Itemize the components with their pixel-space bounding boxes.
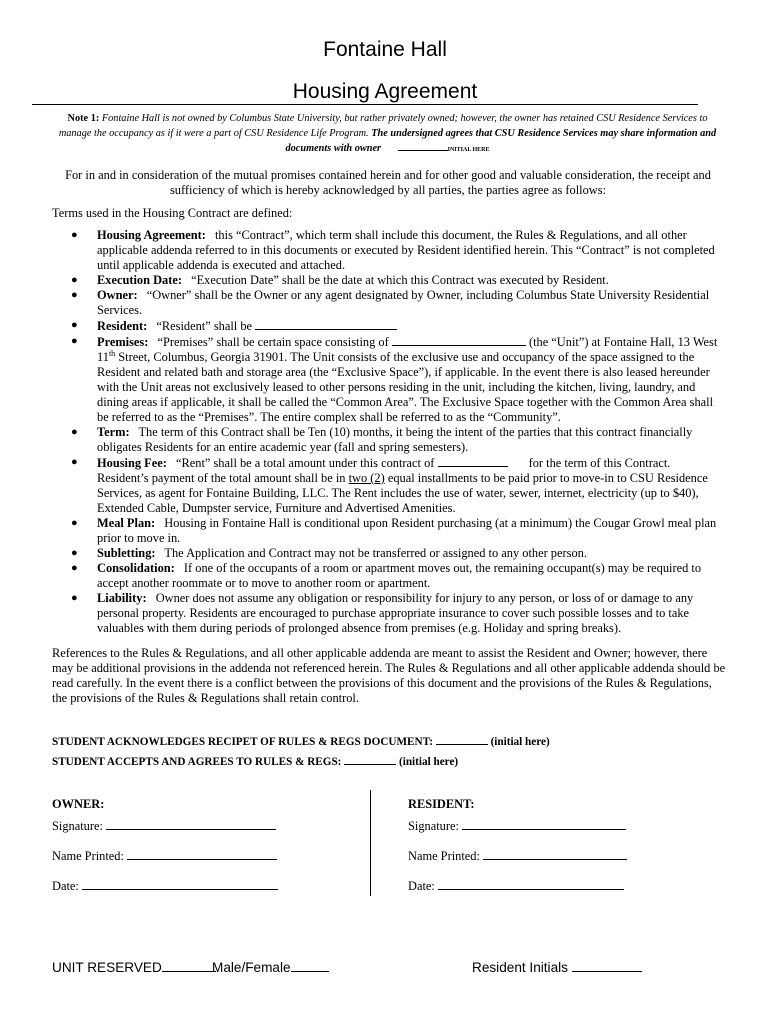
installments-value: two (2) (348, 471, 385, 485)
premises-unit-field[interactable] (392, 334, 526, 346)
ack-accepts-line (52, 753, 458, 770)
term-text: The term of this Contract shall be Ten (10) months, it being the intent of the parties that this contract financially obligates Residents for an entire academic year (fall and spring semesters). (97, 425, 693, 454)
owner-heading: OWNER: (52, 797, 105, 811)
bullet-icon: ● (71, 456, 78, 468)
terms-heading: Terms used in the Housing Contract are defined: (52, 206, 293, 220)
term-text: Street, Columbus, Georgia 31901. The Unit consists of the exclusive use and occupancy of the space assigned to the Resident and related bath and storage area (the “Exclusive Space”), if applicable. In the event there is also leased hereunder with the Unit areas not exclusively leased to other persons residing in the unit, including the kitchen, living, laundry, and dining areas if applicable, it shall be called the “Common Area”. The Exclusive Space together with the Common Area shall be referred to as the “Premises”. The entire complex shall be referred to as the “Community”. (97, 350, 714, 424)
term-text: 13 West 11 (97, 335, 718, 364)
term-text: “Resident” shall be (156, 319, 253, 333)
bullet-icon: ● (71, 547, 78, 559)
owner-name-field[interactable] (127, 848, 277, 860)
term-label: Owner: (97, 288, 138, 302)
unit-reserved-label: UNIT RESERVED (52, 960, 162, 975)
term-label: Liability: (97, 591, 147, 605)
owner-date-label: Date: (52, 879, 79, 893)
bullet-icon: ● (71, 289, 78, 301)
ack-receipt-suffix: (initial here) (490, 736, 550, 748)
term-label: Consolidation: (97, 561, 175, 575)
term-text: Housing in Fontaine Hall is conditional upon Resident purchasing (at a minimum) the Cougar Growl meal plan prior to move in. (97, 516, 717, 545)
term-text: this “Contract”, which term shall include this document, the Rules & Regulations, and all other applicable addenda referred to in this documents or executed by Resident identified herein. This “Contract” is not completed until applicable addenda is executed and attached. (97, 228, 715, 272)
terms-list (71, 228, 725, 636)
term-label: Housing Fee: (97, 456, 167, 470)
bullet-icon: ● (71, 319, 78, 331)
rent-amount-field[interactable] (438, 455, 508, 467)
term-text: “Execution Date” shall be the date at which this Contract was executed by Resident. (191, 273, 609, 287)
term-premises (71, 334, 725, 425)
owner-signature-field[interactable] (106, 818, 276, 830)
term-label: Meal Plan: (97, 516, 156, 530)
term-text: (the “Unit”) at Fontaine Hall, (528, 335, 675, 349)
term-text: The Application and Contract may not be transferred or assigned to any other person. (164, 546, 587, 560)
ack-receipt-initial-field[interactable] (436, 733, 488, 745)
term-owner (71, 288, 725, 318)
term-text: If one of the occupants of a room or apartment moves out, the remaining occupant(s) may be required to accept another roommate or to move to another room or apartment. (97, 561, 702, 590)
bullet-icon: ● (71, 229, 78, 241)
resident-name-row (408, 848, 627, 864)
gender-line (212, 960, 329, 975)
term-label: Premises: (97, 335, 149, 349)
resident-date-row (408, 878, 624, 894)
term-term (71, 425, 725, 455)
resident-signature-field[interactable] (462, 818, 626, 830)
bullet-icon: ● (71, 517, 78, 529)
bullet-icon: ● (71, 562, 78, 574)
resident-initials-label: Resident Initials (472, 960, 568, 975)
term-label: Housing Agreement: (97, 228, 206, 242)
note-bold-text: The undersigned agrees that CSU Residence Services may share information and documents with owner (285, 128, 717, 154)
note-text: Fontaine Hall is not owned by Columbus State University, but rather privately owned; however, the owner has retained CSU Residence Services to manage the occupancy as if it were a part of CSU Residence Life Program. (58, 113, 708, 139)
signature-divider (370, 790, 371, 896)
ack-accepts-initial-field[interactable] (344, 753, 396, 765)
resident-signature-label: Signature: (408, 819, 459, 833)
term-text: equal installments to be paid prior to move-in to CSU Residence Services, as agent for Fontaine Building, LLC. The Rent includes the use of water, sewer, internet, electricity (up to $40), Extended Cable, Dumpster service, Furniture and Advertised Amenities. (97, 471, 708, 515)
resident-name-printed-field[interactable] (483, 848, 627, 860)
term-text: “Premises” shall be certain space consisting of (157, 335, 389, 349)
term-text: for the term of this Contract. (528, 456, 671, 470)
term-subletting (71, 546, 725, 561)
term-consolidation (71, 561, 725, 591)
ack-accepts-text: STUDENT ACCEPTS AND AGREES TO RULES & REGS: (52, 756, 342, 768)
owner-date-row (52, 878, 278, 894)
resident-initials-line (472, 960, 642, 975)
term-resident (71, 318, 725, 334)
term-text: Owner does not assume any obligation or responsibility for injury to any person, or loss of or damage to any personal property. Residents are encouraged to purchase appropriate insurance to cover such possible losses and to take valuables with them during periods of prolonged absence from premises (e.g. Holiday and spring breaks). (97, 591, 694, 635)
resident-signature-row (408, 818, 626, 834)
owner-name-row (52, 848, 277, 864)
resident-heading: RESIDENT: (408, 797, 475, 811)
resident-date-label: Date: (408, 879, 435, 893)
intro-paragraph: For in and in consideration of the mutual promises contained herein and for other good and valuable consideration, the receipt and sufficiency of which is hereby acknowledged by all parties, the parties agree as follows: (65, 168, 711, 197)
resident-initials-field[interactable] (572, 960, 642, 972)
ownership-note (55, 111, 720, 158)
owner-name-label: Name Printed: (52, 849, 124, 863)
term-label: Execution Date: (97, 273, 182, 287)
bullet-icon: ● (71, 426, 78, 438)
resident-name-label: Name Printed: (408, 849, 480, 863)
resident-date-field[interactable] (438, 878, 624, 890)
term-text: “Rent” shall be a total amount under this contract of (175, 456, 435, 470)
ack-receipt-text: STUDENT ACKNOWLEDGES RECIPET OF RULES & REGS DOCUMENT: (52, 736, 433, 748)
gender-label: Male/Female (212, 960, 291, 975)
gender-field[interactable] (291, 960, 329, 972)
term-meal-plan (71, 516, 725, 546)
owner-signature-label: Signature: (52, 819, 103, 833)
resident-name-field[interactable] (255, 318, 397, 330)
bullet-icon: ● (71, 335, 78, 347)
note-initial-label: INITIAL HERE (447, 147, 490, 153)
page-title: Fontaine Hall (323, 38, 447, 61)
term-liability (71, 591, 725, 636)
ack-receipt-line (52, 733, 550, 750)
bullet-icon: ● (71, 592, 78, 604)
unit-reserved-field[interactable] (162, 960, 216, 972)
term-execution-date (71, 273, 725, 288)
note-initial-blank[interactable] (398, 150, 448, 151)
owner-date-field[interactable] (82, 878, 278, 890)
references-paragraph: References to the Rules & Regulations, and all other applicable addenda are meant to assist the Resident and Owner; however, there may be additional provisions in the addenda not referenced herein. The Rules & Regulations and all other applicable addenda should be read carefully. In the event there is a conflict between the provisions of this document and the provisions of the Rules & Regulations, the provisions of the Rules & Regulations shall retain control. (52, 646, 726, 705)
term-label: Resident: (97, 319, 148, 333)
term-housing-agreement (71, 228, 725, 273)
bullet-icon: ● (71, 274, 78, 286)
title-divider (32, 104, 698, 105)
term-label: Subletting: (97, 546, 156, 560)
term-housing-fee (71, 455, 725, 516)
ordinal-suffix: th (108, 348, 116, 358)
term-label: Term: (97, 425, 130, 439)
note-label: Note 1: (67, 113, 100, 124)
page-subtitle: Housing Agreement (292, 80, 478, 103)
term-text: Resident’s payment of the total amount shall be in (97, 471, 346, 485)
unit-reserved-line (52, 960, 216, 975)
owner-signature-row (52, 818, 276, 834)
ack-accepts-suffix: (initial here) (399, 756, 459, 768)
term-text: “Owner” shall be the Owner or any agent designated by Owner, including Columbus State University Residential Services. (97, 288, 710, 317)
